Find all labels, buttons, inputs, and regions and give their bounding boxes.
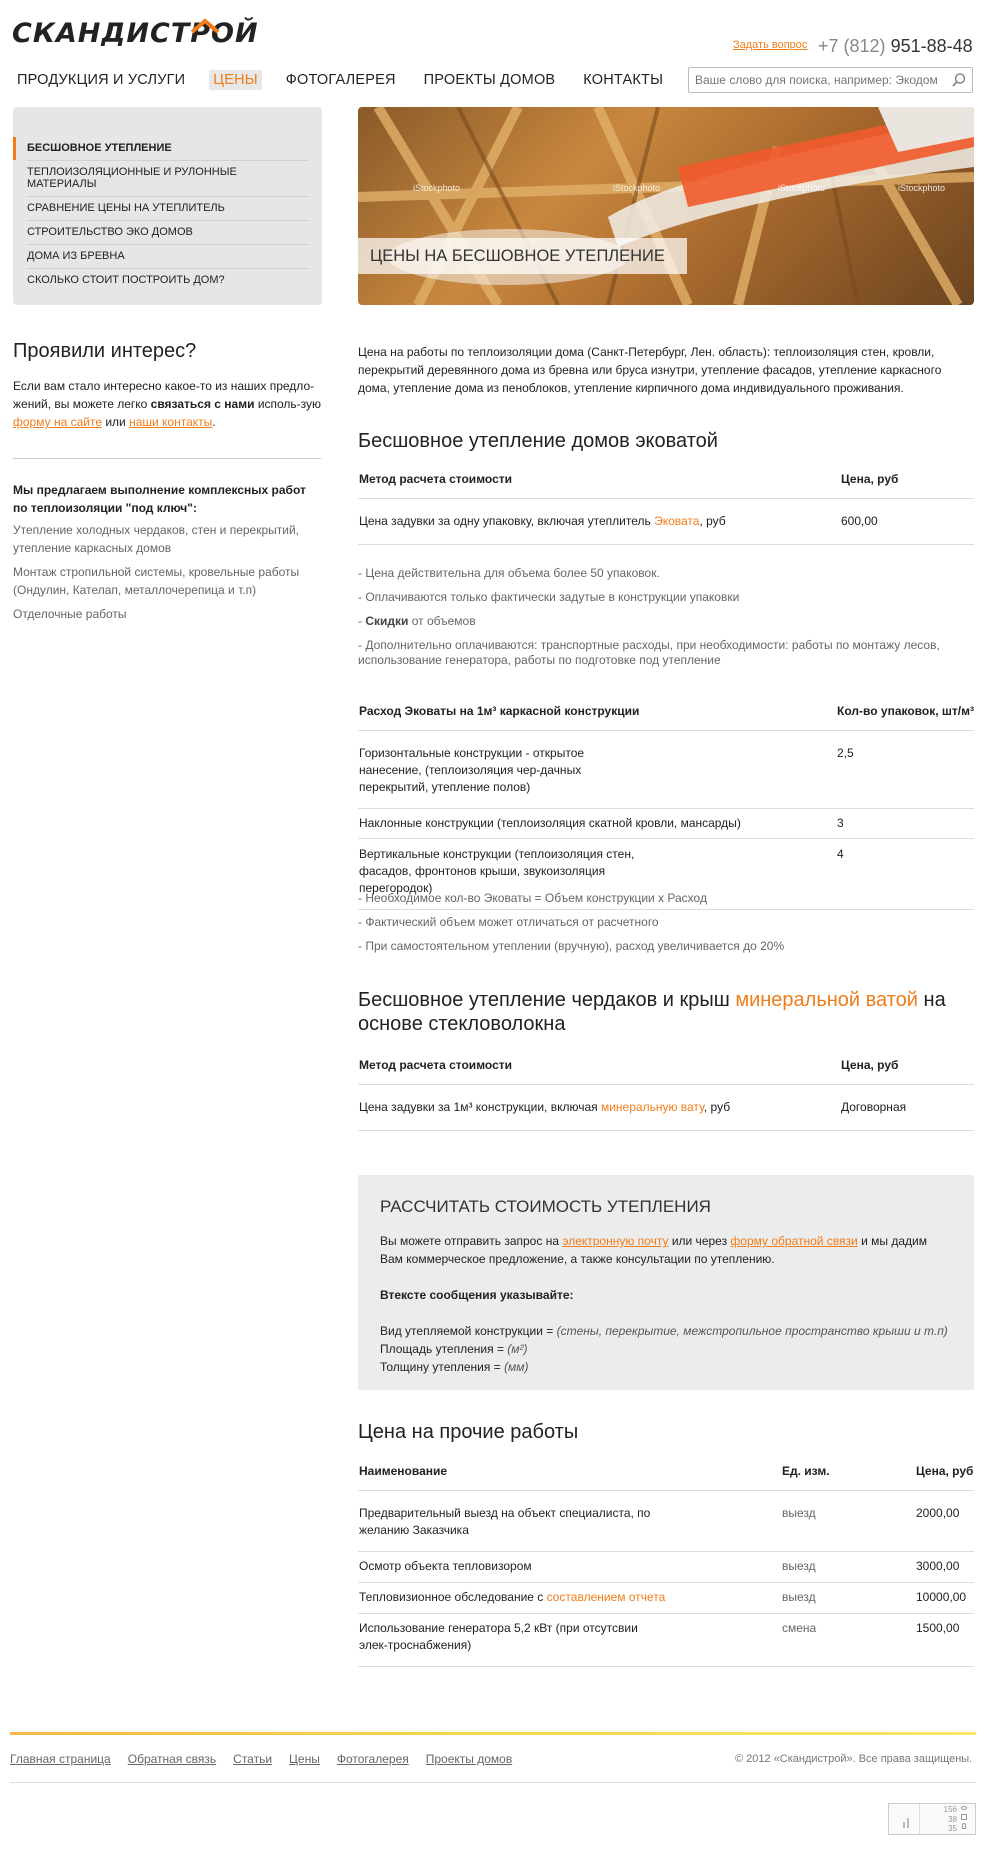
counter-visits: 38 bbox=[948, 1814, 957, 1824]
row-value: 3 bbox=[836, 809, 974, 839]
nav-item-projects[interactable]: ПРОЕКТЫ ДОМОВ bbox=[423, 72, 556, 88]
eye-icon bbox=[961, 1806, 967, 1810]
counter-icons bbox=[961, 1806, 969, 1832]
offer-item: Монтаж стропильной системы, кровельные работы (Ондулин, Кателап, металлочерепица и т.п) bbox=[13, 565, 300, 597]
hero-watermark: iStockphoto bbox=[778, 183, 826, 193]
row-label bbox=[358, 499, 840, 545]
row-unit: выезд bbox=[781, 1552, 915, 1583]
footer-link-gallery[interactable]: Фотогалерея bbox=[336, 1752, 409, 1766]
sidebar-divider bbox=[13, 458, 321, 459]
section-title-ecowool: Бесшовное утепление домов эковатой bbox=[358, 430, 718, 452]
copyright: © 2012 «Скандистрой». Все права защищены. bbox=[735, 1753, 973, 1765]
table-header bbox=[358, 1464, 974, 1491]
calc-text-part: Вы можете отправить запрос на bbox=[380, 1234, 563, 1248]
note bbox=[358, 614, 974, 629]
calc-line-value: (мм) bbox=[504, 1360, 529, 1374]
search-input[interactable] bbox=[689, 68, 939, 92]
table-row bbox=[358, 1552, 974, 1583]
calc-line-label: Толщину утепления = bbox=[380, 1360, 505, 1374]
note: - При самостоятельном утеплении (вручную), расход увеличивается до 20% bbox=[358, 939, 785, 953]
ecowool-link[interactable]: Эковата bbox=[654, 514, 700, 528]
contacts-link[interactable]: наши контакты bbox=[129, 415, 213, 429]
phone-main: 951-88-48 bbox=[890, 36, 973, 56]
row-price: 10000,00 bbox=[915, 1583, 974, 1614]
nav-item-prices[interactable]: ЦЕНЫ bbox=[209, 70, 262, 90]
calc-bold-text: Втексте сообщения указывайте: bbox=[380, 1288, 574, 1302]
section-title-other-works: Цена на прочие работы bbox=[358, 1421, 579, 1443]
note: - Необходимое кол-во Эковаты = Объем конструкции х Расход bbox=[358, 891, 707, 905]
calculate-cost-box bbox=[358, 1175, 974, 1390]
calc-line-value: (м²) bbox=[507, 1342, 528, 1356]
offer-item: Отделочные работы bbox=[13, 607, 127, 621]
footer-nav bbox=[10, 1752, 529, 1766]
row-value: Договорная bbox=[840, 1085, 974, 1131]
column-header: Ед. изм. bbox=[781, 1464, 915, 1491]
email-link[interactable]: электронную почту bbox=[562, 1234, 669, 1248]
calc-text-part: или через bbox=[668, 1234, 731, 1248]
calc-line bbox=[380, 1322, 952, 1340]
row-text: Цена задувки за 1м³ конструкции, включая bbox=[359, 1100, 601, 1114]
sidebar-item-log-houses[interactable]: ДОМА ИЗ БРЕВНА bbox=[27, 245, 309, 269]
search-box bbox=[688, 67, 973, 93]
calc-line-label: Площадь утепления = bbox=[380, 1342, 508, 1356]
counter-divider bbox=[919, 1804, 920, 1834]
table-header bbox=[358, 704, 974, 731]
row-text: Тепловизионное обследование с bbox=[359, 1590, 547, 1604]
calc-text-part: и мы дадим Вам коммерческое предложение, а также консультации по утеплению. bbox=[380, 1234, 927, 1266]
interest-bold: связаться с нами bbox=[150, 397, 255, 411]
phone-number bbox=[818, 36, 973, 57]
row-text: , руб bbox=[699, 514, 726, 528]
note: - Цена действительна для объема более 50 упаковок. bbox=[358, 566, 660, 580]
site-logo[interactable]: СКАНДИСТРОЙ bbox=[12, 18, 259, 49]
hero-banner bbox=[358, 107, 974, 305]
row-unit: выезд bbox=[781, 1583, 915, 1614]
row-value: 2,5 bbox=[836, 731, 974, 809]
row-name bbox=[358, 1583, 781, 1614]
counter-values bbox=[944, 1805, 957, 1834]
row-name: Использование генератора 5,2 кВт (при отсутсвии элек-троснабжения) bbox=[358, 1614, 781, 1667]
offer-item: Утепление холодных чердаков, стен и перекрытий, утепление каркасных домов bbox=[13, 523, 300, 555]
nav-item-contacts[interactable]: КОНТАКТЫ bbox=[583, 72, 664, 88]
calc-bold bbox=[380, 1286, 952, 1304]
table-row bbox=[358, 1583, 974, 1614]
calc-title: РАССЧИТАТЬ СТОИМОСТЬ УТЕПЛЕНИЯ bbox=[380, 1197, 711, 1216]
row-value: 600,00 bbox=[840, 499, 974, 545]
footer-link-feedback[interactable]: Обратная связь bbox=[127, 1752, 217, 1766]
sidebar-item-insulation-materials[interactable]: ТЕПЛОИЗОЛЯЦИОННЫЕ И РУЛОННЫЕ МАТЕРИАЛЫ bbox=[27, 161, 309, 197]
footer-line bbox=[10, 1732, 976, 1735]
row-text: , руб bbox=[703, 1100, 731, 1114]
counter-visitors: 35 bbox=[948, 1824, 957, 1833]
ecowool-price-table bbox=[358, 472, 974, 545]
hero-caption: ЦЕНЫ НА БЕСШОВНОЕ УТЕПЛЕНИЕ bbox=[358, 238, 687, 274]
note-text: от объемов bbox=[408, 614, 476, 628]
intro-text: Цена на работы по теплоизоляции дома (Санкт-Петербург, Лен. область): теплоизоляция стен, кровли, перекрытий деревянного дома из бревна или бруса изнутри, утепление фасадов, утепление каркасного дома, утепление дома из пеноблоков, утепление кирпичного дома индивидуального проживания. bbox=[358, 345, 942, 395]
footer-link-projects[interactable]: Проекты домов bbox=[425, 1752, 513, 1766]
calc-line-value: (стены, перекрытие, межстропильное пространство крыши и т.п) bbox=[556, 1324, 948, 1338]
sidebar-menu bbox=[13, 107, 322, 305]
column-header: Наименование bbox=[358, 1464, 781, 1491]
footer-link-articles[interactable]: Статьи bbox=[233, 1752, 273, 1766]
row-price: 2000,00 bbox=[915, 1491, 974, 1552]
calc-line bbox=[380, 1358, 952, 1376]
interest-title: Проявили интерес? bbox=[13, 340, 197, 362]
title-text: Бесшовное утепление чердаков и крыш bbox=[358, 989, 736, 1011]
row-label: Наклонные конструкции (теплоизоляция скатной кровли, мансарды) bbox=[358, 809, 836, 839]
logo-roof-icon bbox=[190, 18, 220, 34]
calc-text bbox=[380, 1232, 952, 1268]
mineral-wool-link[interactable]: минеральную вату bbox=[600, 1100, 704, 1114]
nav-item-products[interactable]: ПРОДУКЦИЯ И УСЛУГИ bbox=[17, 72, 186, 88]
note: - Оплачиваются только фактически задутые в конструкции упаковки bbox=[358, 590, 740, 604]
row-text: Цена задувки за одну упаковку, включая утеплитель bbox=[359, 514, 655, 528]
interest-text-part: Если вам стало интересно какое-то из наших предло-жений, вы можете легко bbox=[13, 379, 315, 411]
row-unit: выезд bbox=[781, 1491, 915, 1552]
footer-link-prices[interactable]: Цены bbox=[289, 1752, 320, 1766]
table-row bbox=[358, 1491, 974, 1552]
hero-image bbox=[358, 107, 974, 305]
sidebar-item-price-comparison[interactable]: СРАВНЕНИЕ ЦЕНЫ НА УТЕПЛИТЕЛЬ bbox=[27, 197, 309, 221]
column-header: Цена, руб bbox=[915, 1464, 974, 1491]
sidebar-item-house-cost[interactable]: СКОЛЬКО СТОИТ ПОСТРОИТЬ ДОМ? bbox=[27, 274, 225, 286]
calc-line-label: Вид утепляемой конструкции = bbox=[380, 1324, 557, 1338]
person-icon bbox=[962, 1823, 966, 1829]
calc-line bbox=[380, 1340, 952, 1358]
main-nav bbox=[13, 70, 687, 90]
visit-icon bbox=[961, 1814, 967, 1820]
column-header: Цена, руб bbox=[840, 472, 974, 499]
row-name: Осмотр объекта тепловизором bbox=[358, 1552, 781, 1583]
hero-watermark: iStockphoto bbox=[898, 183, 946, 193]
title-text: на основе стекловолокна bbox=[358, 989, 946, 1035]
sidebar-item-seamless-insulation[interactable]: БЕСШОВНОЕ УТЕПЛЕНИЕ bbox=[27, 137, 309, 161]
column-header: Расход Эковаты на 1м³ каркасной конструкции bbox=[358, 704, 836, 731]
hero-watermark: iStockphoto bbox=[613, 183, 661, 193]
row-name: Предварительный выезд на объект специалиста, по желанию Заказчика bbox=[358, 1491, 781, 1552]
hero-watermark: iStockphoto bbox=[413, 183, 461, 193]
ecowool-consumption-table bbox=[358, 704, 974, 910]
note-text: - bbox=[358, 614, 366, 628]
row-value: 4 bbox=[836, 839, 974, 910]
site-form-link[interactable]: форму на сайте bbox=[13, 415, 102, 429]
footer-link-home[interactable]: Главная страница bbox=[10, 1752, 111, 1766]
table-row bbox=[358, 731, 974, 809]
counter-views: 156 bbox=[943, 1805, 957, 1814]
ask-question-link[interactable]: Задать вопрос bbox=[733, 39, 808, 51]
nav-item-gallery[interactable]: ФОТОГАЛЕРЕЯ bbox=[285, 72, 396, 88]
interest-text bbox=[13, 377, 323, 431]
feedback-form-link[interactable]: форму обратной связи bbox=[730, 1234, 858, 1248]
title-highlight: минеральной ватой bbox=[735, 989, 918, 1011]
note: - Фактический объем может отличаться от расчетного bbox=[358, 915, 659, 929]
row-price: 3000,00 bbox=[915, 1552, 974, 1583]
footer-divider bbox=[10, 1782, 976, 1783]
row-label bbox=[358, 1085, 840, 1131]
row-label: Вертикальные конструкции (теплоизоляция стен, фасадов, фронтонов крыши, звукоизоляция перегородок) bbox=[358, 839, 836, 910]
report-link[interactable]: составлением отчета bbox=[546, 1590, 666, 1604]
column-header: Метод расчета стоимости bbox=[358, 472, 840, 499]
mineral-wool-price-table bbox=[358, 1058, 974, 1131]
interest-text-part: . bbox=[212, 415, 216, 429]
note-bold: Скидки bbox=[365, 614, 409, 628]
section-title-mineral-wool bbox=[358, 988, 974, 1036]
table-row bbox=[358, 1085, 974, 1131]
column-header: Кол-во упаковок, шт/м³ bbox=[836, 704, 974, 731]
table-row bbox=[358, 1614, 974, 1667]
interest-text-part: или bbox=[102, 415, 130, 429]
table-header bbox=[358, 472, 974, 499]
column-header: Метод расчета стоимости bbox=[358, 1058, 840, 1085]
note: - Дополнительно оплачиваются: транспортные расходы, при необходимости: работы по монтажу лесов, использование генератора, работы по подготовке под утепление bbox=[358, 638, 940, 667]
table-row bbox=[358, 809, 974, 839]
row-price: 1500,00 bbox=[915, 1614, 974, 1667]
row-label: Горизонтальные конструкции - открытое нанесение, (теплоизоляция чер-дачных перекрытий, утепление полов) bbox=[358, 731, 836, 809]
phone-code: +7 (812) bbox=[818, 36, 886, 56]
sidebar-item-eco-houses[interactable]: СТРОИТЕЛЬСТВО ЭКО ДОМОВ bbox=[27, 221, 309, 245]
interest-text-part: исполь-зую bbox=[254, 397, 322, 411]
row-unit: смена bbox=[781, 1614, 915, 1667]
table-row bbox=[358, 499, 974, 545]
column-header: Цена, руб bbox=[840, 1058, 974, 1085]
other-works-price-table bbox=[358, 1464, 974, 1667]
visit-counter[interactable] bbox=[888, 1803, 976, 1835]
search-icon[interactable] bbox=[951, 72, 967, 88]
offer-title: Мы предлагаем выполнение комплексных работ по теплоизоляции "под ключ": bbox=[13, 483, 306, 515]
table-header bbox=[358, 1058, 974, 1085]
